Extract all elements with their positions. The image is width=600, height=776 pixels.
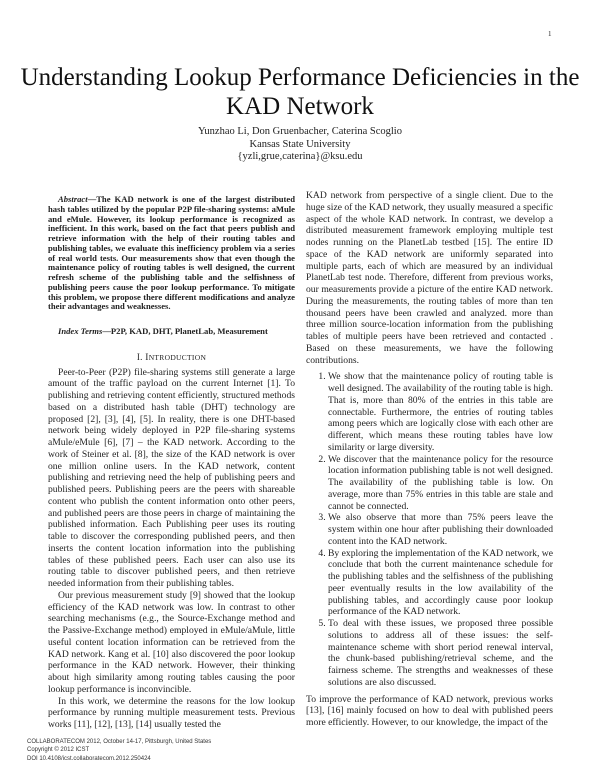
abstract-label: Abstract (58, 194, 88, 204)
section-number: I. (136, 351, 146, 362)
index-terms-text: —P2P, KAD, DHT, PlanetLab, Measurement (102, 326, 268, 336)
section-title: INTRODUCTION (145, 352, 207, 363)
paragraph: In this work, we determine the reasons for the low lookup performance by running multiple measurement tests. Previous works [11], [12], [13], [14] usually tested the (48, 695, 295, 730)
index-terms-label: Index Terms (58, 326, 103, 336)
abstract-text: —The KAD network is one of the largest distributed hash tables utilized by the popular P2P file-sharing systems: aMule and eMule. However, its lookup performance is recognized as inefficient. In this work, based on the fact that peers publish and retrieve information with the help of their routing tables and publishing tables, we evaluate this inefficiency problem via a series of real world tests. Our measurements show that even though the maintenance policy of routing tables is well designed, the current refresh scheme of the publishing table and the selfishness of publishing peers cause the poor lookup performance. To mitigate this problem, we propose there different modifications and analyze their advantages and weaknesses. (48, 194, 295, 312)
right-column (306, 190, 553, 729)
index-terms (48, 326, 295, 338)
left-column (48, 195, 295, 731)
author-names: Yunzhao Li, Don Gruenbacher, Caterina Scoglio (198, 126, 402, 137)
page-number: 1 (548, 30, 552, 38)
abstract (48, 195, 295, 312)
list-item: 5. To deal with these issues, we proposed three possible solutions to address all of these issues: the self-maintenance scheme with short period renewal interval, the chunk-based publishing/retrieval scheme, and the fairness scheme. The strengths and weaknesses of these solutions are also discussed. (328, 618, 553, 689)
list-item: 1. We show that the maintenance policy of routing table is well designed. The availability of the routing table is high. That is, more than 80% of the entries in this table are connectable. Furthermore, the entries of routing tables among peers which are logically close with each other are different, which means these routing tables have low similarity or large diversity. (328, 371, 553, 453)
paragraph: To improve the performance of KAD network, previous works [13], [16] mainly focused on how to deal with published peers more efficiently. However, to our knowledge, the impact of the (306, 693, 553, 728)
author-block (0, 126, 600, 164)
conference-info: COLLABORATECOM 2012, October 14-17, Pittsburgh, United States (27, 739, 212, 745)
paragraph: Peer-to-Peer (P2P) file-sharing systems still generate a large amount of the traffic payload on the current Internet [1]. To publishing and retrieving content efficiently, structured methods based on a distributed hash table (DHT) technology are proposed [2], [3], [4], [5]. In reality, there is one DHT-based network being widely deployed in P2P file-sharing systems aMule/eMule [6], [7] – the KAD network. According to the work of Steiner et al. [8], the size of the KAD network is over one million online users. In the KAD network, content publishing and retrieving need the help of publishing peers and published peers. Publishing peers are the peers with shareable content who publish the content information onto other peers, and published peers are those peers in charge of maintaining the published information. Each Publishing peer uses its routing table to discover the corresponding published peers, and then inserts the content location information into the publishing tables of these published peers. Each user can also use its routing table to discover published peers, and then retrieve needed information from their publishing tables. (48, 366, 295, 589)
copyright: Copyright © 2012 ICST (27, 747, 90, 754)
paragraph: Our previous measurement study [9] showed that the lookup efficiency of the KAD network was low. In contrast to other searching mechanisms (e.g., the Source-Exchange method and the Passive-Exchange method) employed in eMule/aMule, little useful content location information can be retrieved from the KAD network. Kang et al. [10] also discovered the poor lookup performance in the KAD network. However, their thinking about high similarity among routing tables causing the poor lookup performance is inconvincible. (48, 589, 295, 695)
author-email: {yzli,grue,caterina}@ksu.edu (237, 151, 363, 162)
contributions-list (306, 371, 553, 688)
section-heading (48, 352, 295, 365)
paper-title: Understanding Lookup Performance Deficiencies in the KAD Network (20, 64, 580, 120)
footnote (27, 737, 307, 763)
list-item: 3. We also observe that more than 75% peers leave the system within one hour after publishing their downloaded content into the KAD network. (328, 512, 553, 547)
paragraph: KAD network from perspective of a single client. Due to the huge size of the KAD network, they usually measured a specific aspect of the whole KAD network. In contrast, we develop a distributed measurement framework employing multiple test nodes running on the PlanetLab testbed [15]. The entire ID space of the KAD network are uniformly separated into multiple parts, each of which are measured by an individual PlanetLab test node. Therefore, different from previous works, our measurements provide a picture of the entire KAD network. During the measurements, the routing tables of more than ten thousand peers have been crawled and analyzed. more than three million source-location information from the publishing tables of multiple peers have been retrieved and contacted . Based on these measurements, we have the following contributions. (306, 190, 553, 366)
list-item: 2. We discover that the maintenance policy for the resource location information publishing table is not well designed. The availability of the publishing table is low. On average, more than 75% entries in this table are stale and cannot be connected. (328, 454, 553, 513)
author-affiliation: Kansas State University (249, 138, 351, 150)
list-item: 4. By exploring the implementation of the KAD network, we conclude that both the current maintenance schedule for the publishing tables and the selfishness of the publishing peer eventually results in the low availability of the publishing tables, and accordingly cause poor lookup performance of the KAD network. (328, 548, 553, 619)
doi: DOI 10.4108/icst.collaboratecom.2012.250424 (27, 755, 151, 762)
